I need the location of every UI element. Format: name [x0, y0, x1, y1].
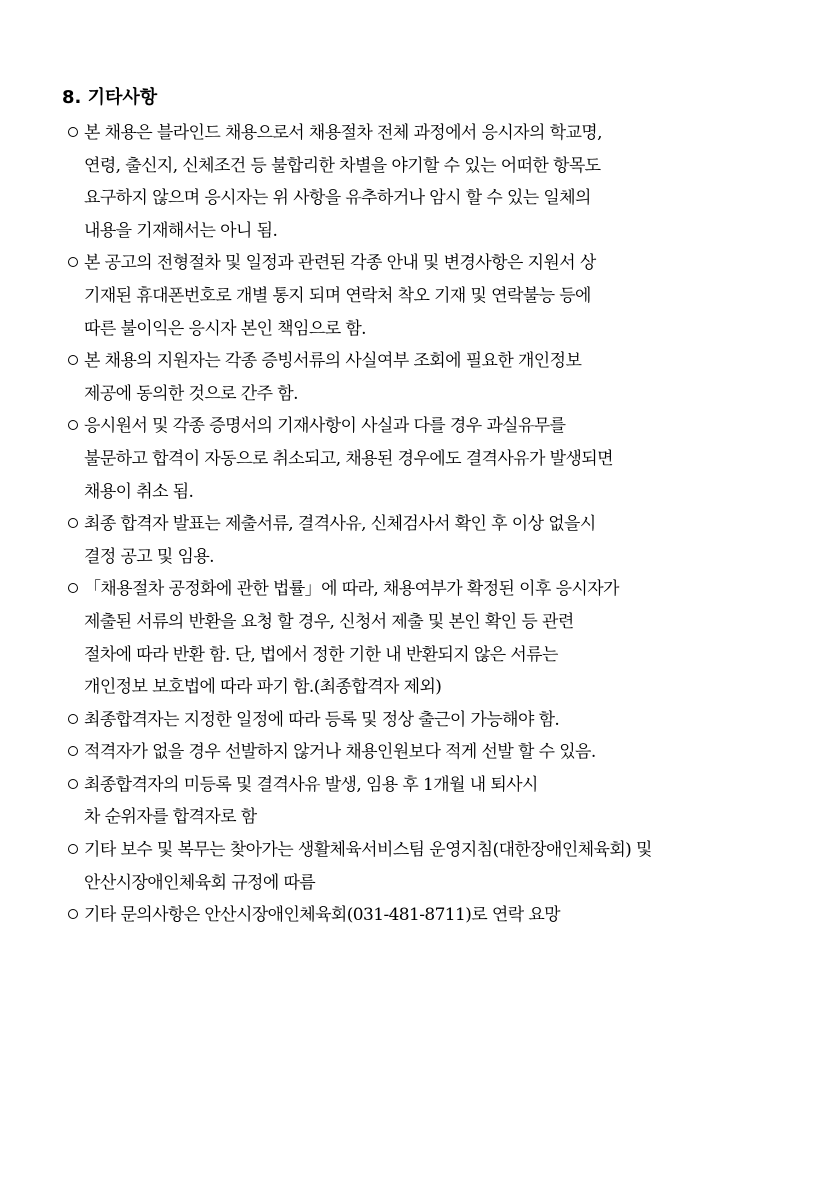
notice-line: 최종합격자의 미등록 및 결격사유 발생, 임용 후 1개월 내 퇴사시	[84, 774, 538, 795]
notice-line: 결정 공고 및 임용.	[84, 546, 214, 567]
notice-line: 채용이 취소 됨.	[84, 481, 194, 502]
notice-line: 응시원서 및 각종 증명서의 기재사항이 사실과 다를 경우 과실유무를	[84, 416, 566, 437]
notice-line: 안산시장애인체육회 규정에 따름	[84, 872, 316, 893]
notice-line: 제출된 서류의 반환을 요청 할 경우, 신청서 제출 및 본인 확인 등 관련	[84, 611, 574, 632]
notice-item	[62, 573, 778, 703]
notice-line: 본 채용은 블라인드 채용으로서 채용절차 전체 과정에서 응시자의 학교명,	[84, 123, 602, 143]
notice-line: 기타 문의사항은 안산시장애인체육회(031-481-8711)로 연락 요망	[84, 905, 560, 926]
circle-bullet-icon	[68, 909, 78, 919]
notice-line: 최종합격자는 지정한 일정에 따라 등록 및 정상 출근이 가능해야 함.	[84, 709, 560, 730]
notice-line: 요구하지 않으며 응시자는 위 사항을 유추하거나 암시 할 수 있는 일체의	[84, 188, 591, 209]
circle-bullet-icon	[68, 127, 78, 137]
notice-item	[62, 834, 778, 899]
notice-line: 차 순위자를 합격자로 함	[84, 807, 257, 828]
notice-item	[62, 899, 778, 932]
notice-line: 개인정보 보호법에 따라 파기 함.(최종합격자 제외)	[84, 677, 442, 698]
notice-item	[62, 508, 778, 573]
circle-bullet-icon	[68, 518, 78, 528]
section-title: 8. 기타사항	[62, 87, 158, 108]
circle-bullet-icon	[68, 844, 78, 854]
notice-item	[62, 117, 778, 247]
notice-line: 불문하고 합격이 자동으로 취소되고, 채용된 경우에도 결격사유가 발생되면	[84, 448, 613, 469]
circle-bullet-icon	[68, 257, 78, 267]
notice-item	[62, 247, 778, 345]
notice-line: 연령, 출신지, 신체조건 등 불합리한 차별을 야기할 수 있는 어떠한 항목도	[84, 155, 601, 176]
notice-line: 기타 보수 및 복무는 찾아가는 생활체육서비스팀 운영지침(대한장애인체육회) 및	[84, 840, 652, 861]
circle-bullet-icon	[68, 583, 78, 593]
notice-line: 제공에 동의한 것으로 간주 함.	[84, 383, 298, 404]
notice-line: 적격자가 없을 경우 선발하지 않거나 채용인원보다 적게 선발 할 수 있음.	[84, 742, 596, 763]
notice-line: 본 공고의 전형절차 및 일정과 관련된 각종 안내 및 변경사항은 지원서 상	[84, 253, 596, 274]
notice-line: 따른 불이익은 응시자 본인 책임으로 함.	[84, 318, 366, 339]
circle-bullet-icon	[68, 714, 78, 724]
notice-item	[62, 704, 778, 737]
notice-line: 기재된 휴대폰번호로 개별 통지 되며 연락처 착오 기재 및 연락불능 등에	[84, 285, 591, 306]
notice-line: 절차에 따라 반환 함. 단, 법에서 정한 기한 내 반환되지 않은 서류는	[84, 644, 558, 665]
notice-item	[62, 736, 778, 769]
notice-line: 최종 합격자 발표는 제출서류, 결격사유, 신체검사서 확인 후 이상 없을시	[84, 514, 596, 535]
circle-bullet-icon	[68, 746, 78, 756]
notice-item	[62, 769, 778, 834]
notice-line: 「채용절차 공정화에 관한 법률」에 따라, 채용여부가 확정된 이후 응시자가	[84, 579, 619, 600]
notice-list	[62, 117, 778, 932]
notice-line: 내용을 기재해서는 아니 됨.	[84, 220, 278, 241]
circle-bullet-icon	[68, 355, 78, 365]
circle-bullet-icon	[68, 779, 78, 789]
notice-item	[62, 410, 778, 508]
circle-bullet-icon	[68, 420, 78, 430]
notice-item	[62, 345, 778, 410]
notice-line: 본 채용의 지원자는 각종 증빙서류의 사실여부 조회에 필요한 개인정보	[84, 351, 582, 372]
